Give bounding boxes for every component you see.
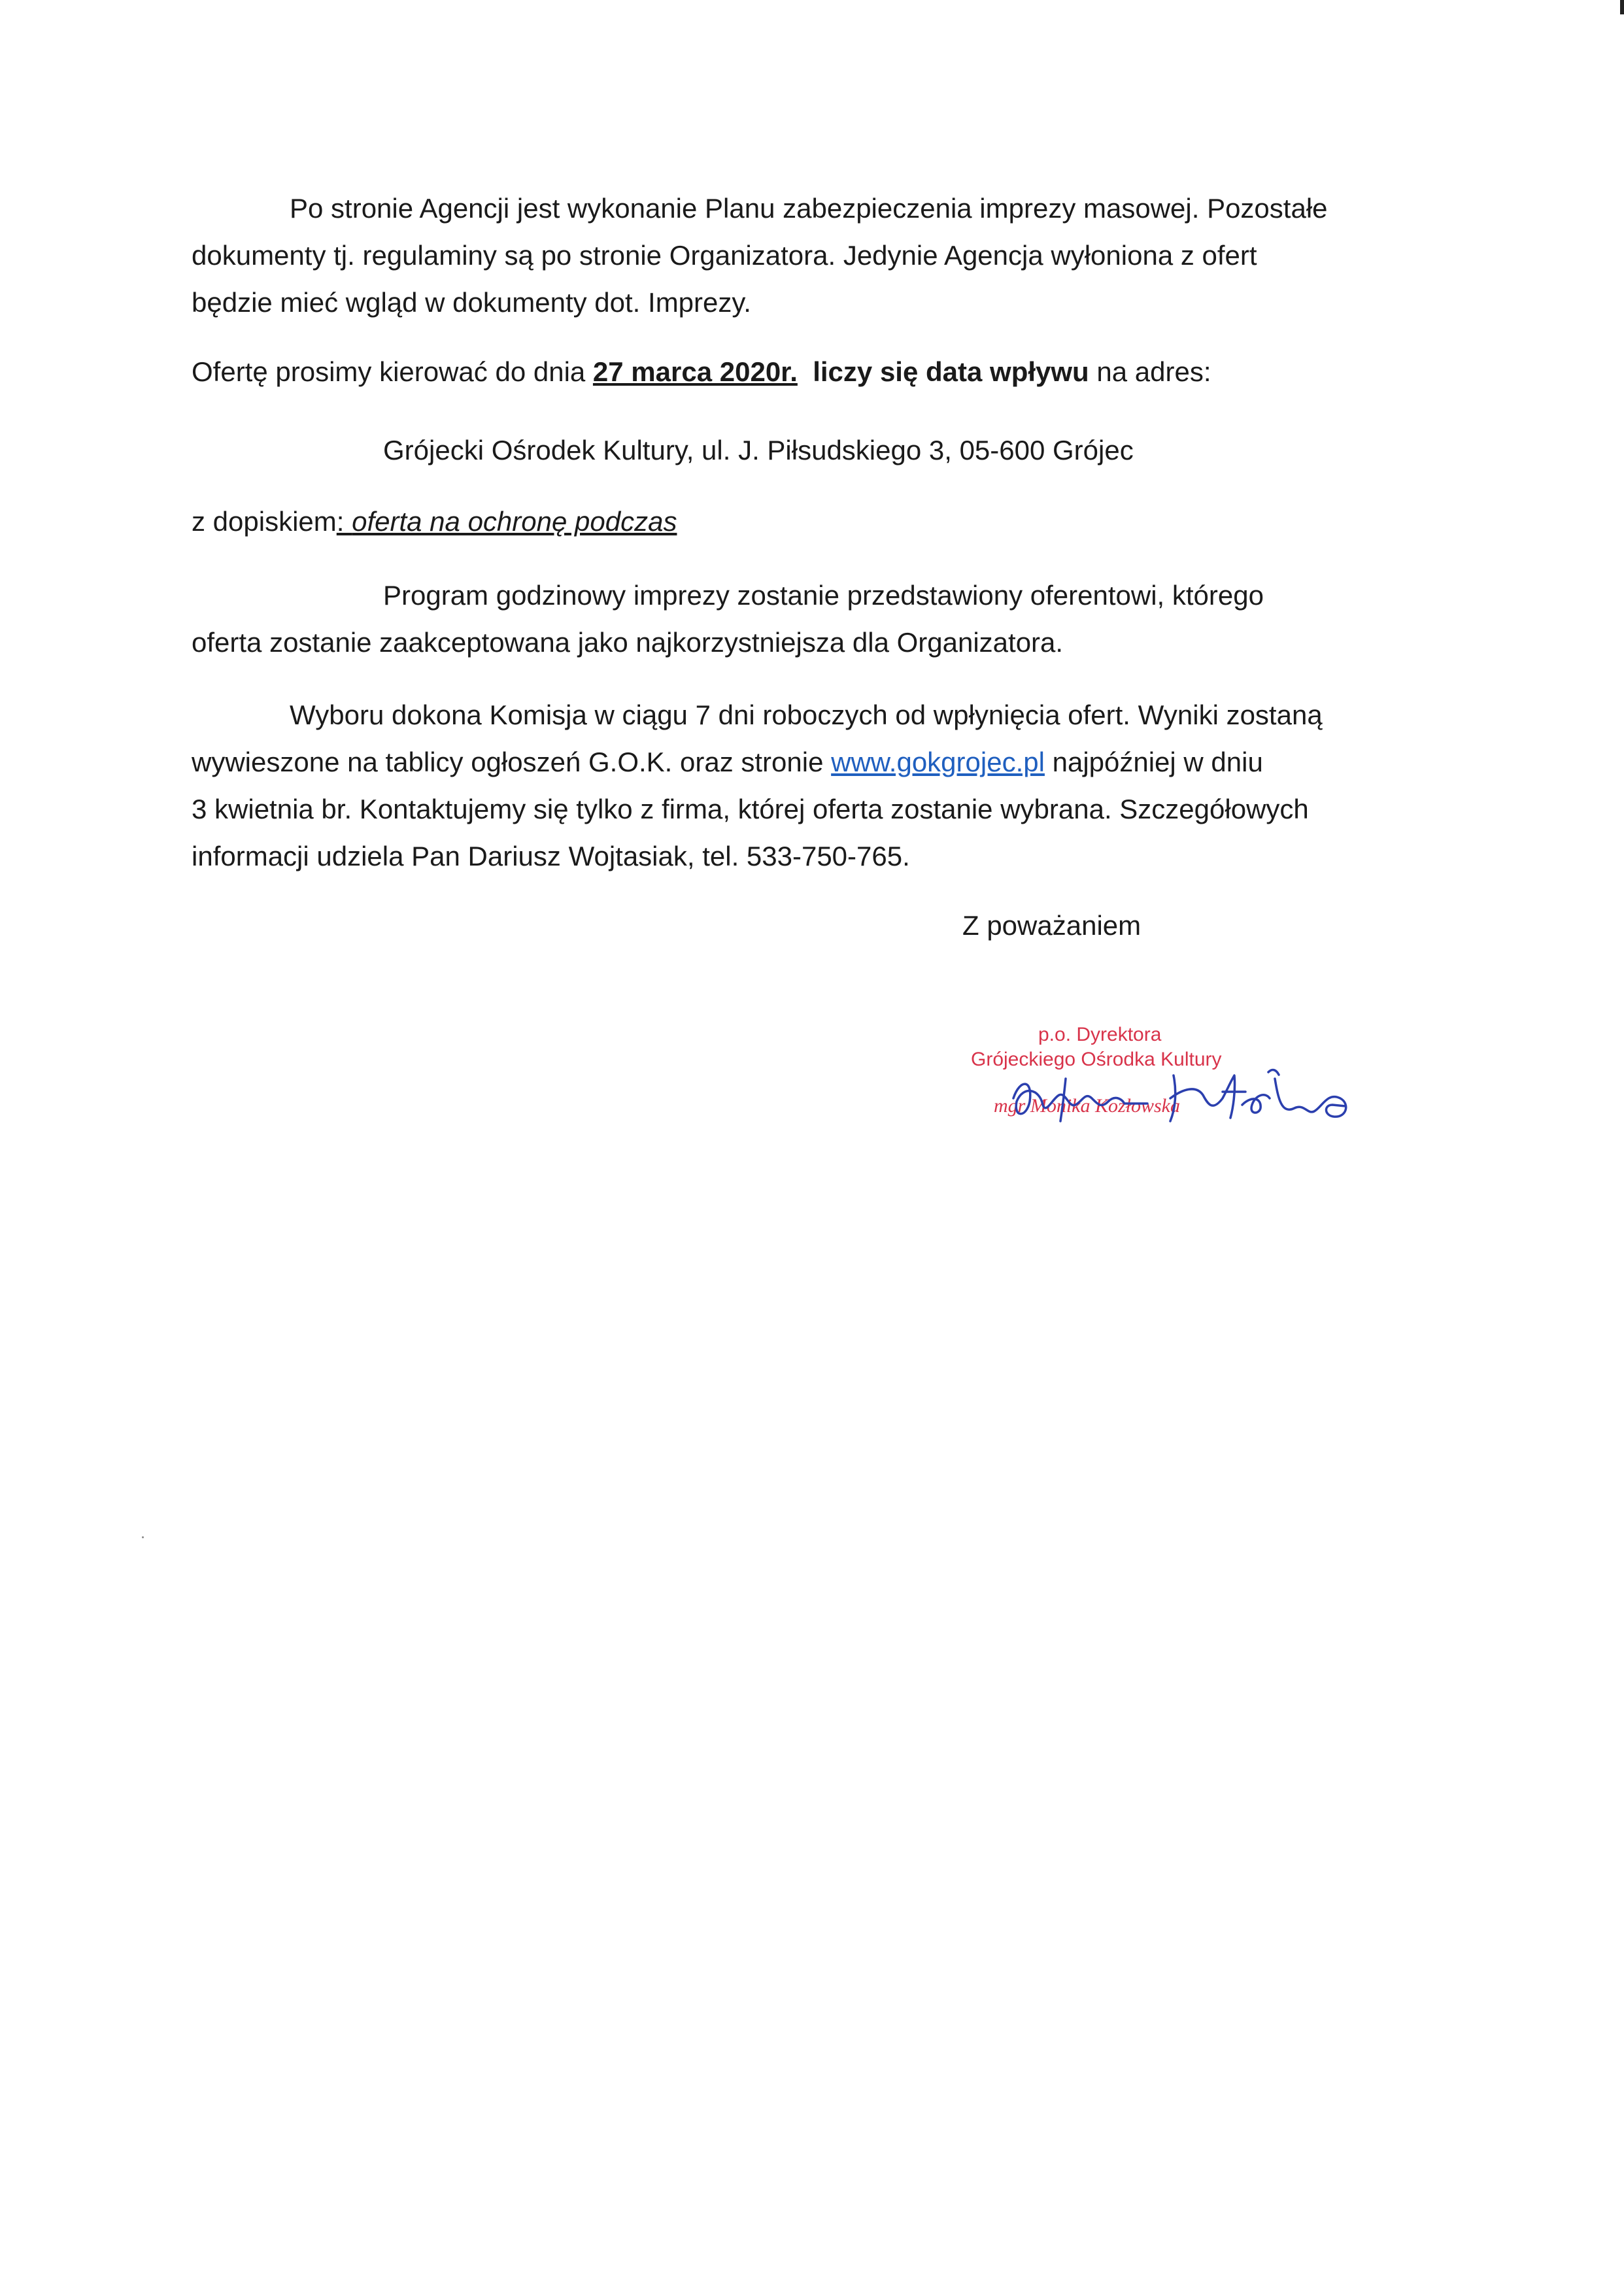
scan-speck xyxy=(142,1536,144,1538)
stamp-institution: Grójeckiego Ośrodka Kultury xyxy=(971,1049,1222,1070)
scan-edge-mark xyxy=(1620,0,1624,14)
deadline-text: Ofertę prosimy kierować do dnia xyxy=(192,356,593,387)
paragraph-deadline xyxy=(192,348,1460,396)
text-line: informacji udziela Pan Dariusz Wojtasiak, tel. 533-750-765. xyxy=(192,841,910,871)
paragraph-selection xyxy=(192,692,1460,880)
text-line: będzie mieć wgląd w dokumenty dot. Imprezy. xyxy=(192,287,751,318)
text-line: oferta zostanie zaakceptowana jako najkorzystniejsza dla Organizatora. xyxy=(192,627,1064,658)
deadline-text-after: na adres: xyxy=(1089,356,1211,387)
text-line: Program godzinowy imprezy zostanie przedstawiony oferentowi, którego xyxy=(383,580,1264,611)
text-segment: wywieszone na tablicy ogłoszeń G.O.K. oraz stronie xyxy=(192,747,832,777)
stamp-title: p.o. Dyrektora xyxy=(1038,1024,1162,1045)
deadline-date: 27 marca 2020r. xyxy=(592,356,798,387)
paragraph-program xyxy=(192,572,1460,666)
text-line: dokumenty tj. regulaminy są po stronie Organizatora. Jedynie Agencja wyłoniona z ofert xyxy=(192,240,1257,271)
handwritten-signature xyxy=(987,1053,1353,1144)
text-line xyxy=(192,739,1460,786)
stamp-name: mgr Monika Kozłowska xyxy=(994,1095,1180,1117)
paragraph-annotation xyxy=(192,498,1460,545)
deadline-note: liczy się data wpływu xyxy=(813,356,1089,387)
closing-salutation: Z poważaniem xyxy=(962,910,1142,941)
text-segment: najpóźniej w dniu xyxy=(1044,747,1263,777)
text-line: 3 kwietnia br. Kontaktujemy się tylko z firma, której oferta zostanie wybrana. Szczegółowych xyxy=(192,794,1309,824)
annotation-note: oferta na ochronę podczas xyxy=(352,506,677,537)
address-line: Grójecki Ośrodek Kultury, ul. J. Piłsudskiego 3, 05-600 Grójec xyxy=(383,435,1134,465)
annotation-prefix: z dopiskiem xyxy=(192,506,337,537)
text-line: Wyboru dokona Komisja w ciągu 7 dni roboczych od wpłynięcia ofert. Wyniki zostaną xyxy=(290,700,1323,730)
paragraph-agency-duties xyxy=(192,185,1460,326)
text-line: Po stronie Agencji jest wykonanie Planu zabezpieczenia imprezy masowej. Pozostałe xyxy=(290,193,1328,224)
annotation-colon: : xyxy=(336,506,352,537)
website-link[interactable]: www.gokgrojec.pl xyxy=(831,747,1045,777)
